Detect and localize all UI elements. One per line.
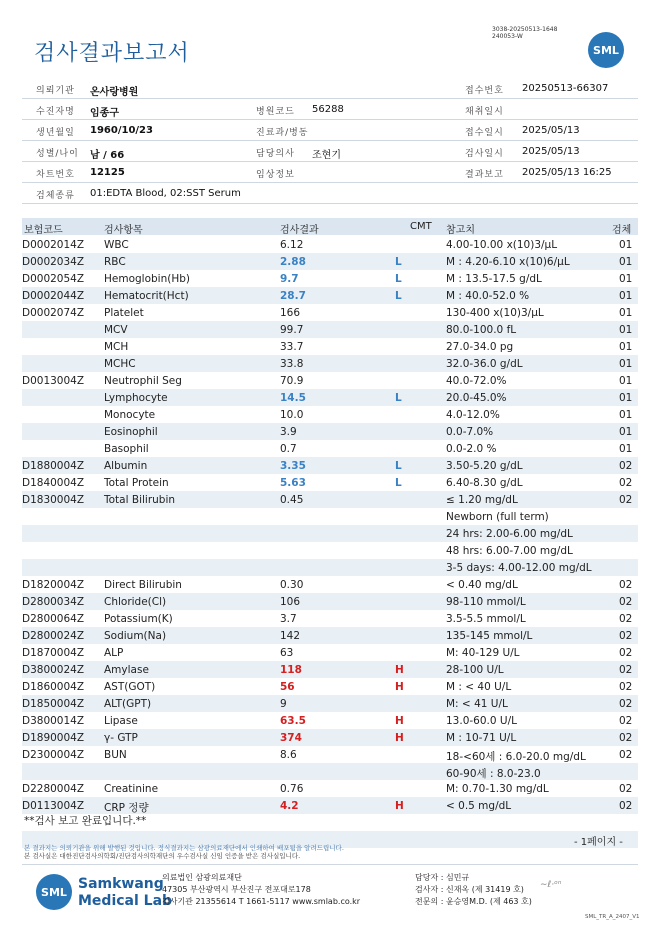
cell-code: D0113004Z xyxy=(22,800,85,812)
cell-result: 33.7 xyxy=(280,341,304,353)
cell-code: D1850004Z xyxy=(22,698,85,710)
cell-test-name: Hematocrit(Hct) xyxy=(104,290,189,302)
table-row xyxy=(22,474,638,491)
cell-reference: 18-<60세 : 6.0-20.0 mg/dL xyxy=(446,751,586,763)
table-row xyxy=(22,780,638,797)
doctor-label: 담당의사 xyxy=(256,149,295,159)
clinical-label: 임상정보 xyxy=(256,170,295,180)
cell-test-name: Amylase xyxy=(104,664,149,676)
table-row xyxy=(22,593,638,610)
cell-test-name: RBC xyxy=(104,256,126,268)
cell-code: D1830004Z xyxy=(22,494,85,506)
cell-result: 99.7 xyxy=(280,324,304,336)
cell-test-name: BUN xyxy=(104,749,127,761)
org-name: 의료법인 삼광의료재단 xyxy=(162,873,242,882)
cell-cmt: L xyxy=(395,477,402,489)
cell-test-name: CRP 정량 xyxy=(104,802,149,814)
hospital-label: 의뢰기관 xyxy=(36,86,75,96)
cell-reference: < 0.40 mg/dL xyxy=(446,579,518,591)
chart-label: 차트번호 xyxy=(36,170,75,180)
cell-specimen: 01 xyxy=(619,358,633,370)
report-date-value: 2025/05/13 16:25 xyxy=(522,167,612,178)
cell-test-name: ALT(GPT) xyxy=(104,698,152,710)
cell-result: 10.0 xyxy=(280,409,304,421)
cell-code: D0002074Z xyxy=(22,307,85,319)
cell-result: 33.8 xyxy=(280,358,304,370)
cell-code: D0013004Z xyxy=(22,375,85,387)
table-row xyxy=(22,321,638,338)
cell-specimen: 01 xyxy=(619,324,633,336)
cell-cmt: L xyxy=(395,392,402,404)
cell-result: 3.7 xyxy=(280,613,297,625)
report-date-label: 결과보고 xyxy=(465,170,504,180)
table-row xyxy=(22,610,638,627)
cell-test-name: Albumin xyxy=(104,460,148,472)
cell-specimen: 01 xyxy=(619,239,633,251)
cell-specimen: 02 xyxy=(619,494,633,506)
cell-result: 70.9 xyxy=(280,375,304,387)
cell-reference: M : < 40 U/L xyxy=(446,681,512,693)
cell-cmt: L xyxy=(395,290,402,302)
table-row xyxy=(22,236,638,253)
table-row xyxy=(22,559,638,576)
cell-test-name: Lymphocyte xyxy=(104,392,168,404)
cell-code: D1870004Z xyxy=(22,647,85,659)
table-row xyxy=(22,576,638,593)
cell-test-name: Direct Bilirubin xyxy=(104,579,182,591)
cell-cmt: L xyxy=(395,256,402,268)
hospital-value: 온사랑병원 xyxy=(90,87,139,98)
cell-test-name: Neutrophil Seg xyxy=(104,375,182,387)
table-row xyxy=(22,746,638,763)
cell-code: D3800014Z xyxy=(22,715,85,727)
cell-result: 0.30 xyxy=(280,579,304,591)
cell-test-name: Sodium(Na) xyxy=(104,630,167,642)
chart-value: 12125 xyxy=(90,167,125,178)
cell-result: 106 xyxy=(280,596,301,608)
table-row xyxy=(22,440,638,457)
cell-result: 5.63 xyxy=(280,477,306,489)
cell-code: D1880004Z xyxy=(22,460,85,472)
cell-test-name: Eosinophil xyxy=(104,426,158,438)
cell-reference: M : 4.20-6.10 x(10)6/µL xyxy=(446,256,570,268)
cell-specimen: 01 xyxy=(619,375,633,387)
cell-test-name: MCV xyxy=(104,324,128,336)
cell-specimen: 02 xyxy=(619,749,633,761)
table-row xyxy=(22,355,638,372)
cell-test-name: Hemoglobin(Hb) xyxy=(104,273,191,285)
results-table-body xyxy=(22,236,638,814)
sex-age-value: 남 / 66 xyxy=(90,150,125,161)
cell-code: D1860004Z xyxy=(22,681,85,693)
table-row xyxy=(22,270,638,287)
cell-reference: 48 hrs: 6.00-7.00 mg/dL xyxy=(446,545,573,557)
cell-specimen: 02 xyxy=(619,681,633,693)
table-row xyxy=(22,525,638,542)
brand-name-line2: Medical Lab xyxy=(78,893,173,909)
cell-reference: 3-5 days: 4.00-12.00 mg/dL xyxy=(446,562,592,574)
cell-test-name: MCHC xyxy=(104,358,136,370)
cell-result: 9 xyxy=(280,698,287,710)
cell-code: D3800024Z xyxy=(22,664,85,676)
col-result-header: 검사결과 xyxy=(280,225,319,236)
table-row xyxy=(22,644,638,661)
cell-specimen: 02 xyxy=(619,630,633,642)
cell-result: 8.6 xyxy=(280,749,297,761)
accreditation-note: 본 검사실은 대한진단검사의학회/진단검사의학재단의 우수검사실 신임 인증을 받은 검사실입니다. xyxy=(24,852,301,860)
cell-code: D1840004Z xyxy=(22,477,85,489)
cell-result: 0.76 xyxy=(280,783,304,795)
cell-code: D0002034Z xyxy=(22,256,85,268)
cell-specimen: 02 xyxy=(619,579,633,591)
receipt-date-label: 접수일시 xyxy=(465,128,504,138)
cell-result: 142 xyxy=(280,630,301,642)
cell-reference: 130-400 x(10)3/µL xyxy=(446,307,544,319)
cell-test-name: WBC xyxy=(104,239,129,251)
cell-specimen: 01 xyxy=(619,341,633,353)
col-spec-header: 검체 xyxy=(612,225,632,236)
table-row xyxy=(22,304,638,321)
receipt-no-label: 접수번호 xyxy=(465,86,504,96)
cell-reference: 98-110 mmol/L xyxy=(446,596,526,608)
cell-specimen: 01 xyxy=(619,443,633,455)
cell-reference: 20.0-45.0% xyxy=(446,392,507,404)
results-table-header xyxy=(22,218,638,235)
cell-specimen: 02 xyxy=(619,664,633,676)
cell-reference: 24 hrs: 2.00-6.00 mg/dL xyxy=(446,528,573,540)
cell-reference: M: 0.70-1.30 mg/dL xyxy=(446,783,549,795)
cell-reference: 13.0-60.0 U/L xyxy=(446,715,517,727)
cell-cmt: L xyxy=(395,273,402,285)
doctor-value: 조현기 xyxy=(312,150,341,161)
cell-code: D0002044Z xyxy=(22,290,85,302)
col-ref-header: 참고치 xyxy=(446,225,475,236)
cell-result: 4.2 xyxy=(280,800,299,812)
table-row xyxy=(22,372,638,389)
header-row-6 xyxy=(22,183,638,204)
test-date-value: 2025/05/13 xyxy=(522,146,580,157)
cell-result: 3.35 xyxy=(280,460,306,472)
specimen-value: 01:EDTA Blood, 02:SST Serum xyxy=(90,188,241,199)
signature: ∼ℓ·ᵒⁿ xyxy=(540,880,562,890)
cell-reference: 60-90세 : 8.0-23.0 xyxy=(446,768,541,780)
header-row-5 xyxy=(22,162,638,183)
cell-result: 63 xyxy=(280,647,294,659)
cell-result: 118 xyxy=(280,664,302,676)
cell-code: D2300004Z xyxy=(22,749,85,761)
table-row xyxy=(22,457,638,474)
page-title: 검사결과보고서 xyxy=(34,41,190,66)
cell-test-name: MCH xyxy=(104,341,129,353)
cell-reference: 28-100 U/L xyxy=(446,664,504,676)
cell-test-name: ALP xyxy=(104,647,124,659)
cell-code: D2280004Z xyxy=(22,783,85,795)
cell-result: 0.7 xyxy=(280,443,297,455)
cell-reference: Newborn (full term) xyxy=(446,511,549,523)
disclaimer-note: 본 결과지는 의뢰기관을 위해 발행된 것입니다. 정식결과지는 삼광의료재단에서 인쇄하여 배포됨을 알려드립니다. xyxy=(24,844,344,852)
cell-reference: ≤ 1.20 mg/dL xyxy=(446,494,518,506)
cell-reference: 27.0-34.0 pg xyxy=(446,341,514,353)
cell-reference: 0.0-2.0 % xyxy=(446,443,497,455)
cell-result: 374 xyxy=(280,732,302,744)
cell-specimen: 01 xyxy=(619,392,633,404)
cell-reference: M : 10-71 U/L xyxy=(446,732,517,744)
table-row xyxy=(22,423,638,440)
table-row xyxy=(22,661,638,678)
cell-cmt: H xyxy=(395,664,404,676)
staff-tester: 검사자 : 신재옥 (제 31419 호) xyxy=(415,885,524,894)
cell-code: D1890004Z xyxy=(22,732,85,744)
staff-manager: 담당자 : 심민규 xyxy=(415,873,470,882)
table-row xyxy=(22,695,638,712)
dob-label: 생년월일 xyxy=(36,128,75,138)
cell-reference: 32.0-36.0 g/dL xyxy=(446,358,523,370)
org-address: 47305 부산광역시 부산진구 전포대로178 xyxy=(162,885,311,894)
collect-date-label: 채취일시 xyxy=(465,107,504,117)
cell-reference: M : 13.5-17.5 g/dL xyxy=(446,273,542,285)
cell-reference: M: 40-129 U/L xyxy=(446,647,520,659)
cell-code: D2800064Z xyxy=(22,613,85,625)
cell-code: D2800034Z xyxy=(22,596,85,608)
cell-reference: 4.00-10.00 x(10)3/µL xyxy=(446,239,558,251)
cell-result: 56 xyxy=(280,681,295,693)
table-row xyxy=(22,389,638,406)
cell-code: D2800024Z xyxy=(22,630,85,642)
cell-cmt: L xyxy=(395,460,402,472)
cell-test-name: Total Protein xyxy=(104,477,169,489)
org-contact: 검사기관 21355614 T 1661-5117 www.smlab.co.kr xyxy=(162,897,361,906)
table-row xyxy=(22,763,638,780)
form-id: SML_TR_A_2407_V1 xyxy=(585,914,640,920)
cell-cmt: H xyxy=(395,715,404,727)
header-row-2 xyxy=(22,99,638,120)
patient-label: 수진자명 xyxy=(36,107,75,117)
cell-result: 63.5 xyxy=(280,715,306,727)
specimen-label: 검체종류 xyxy=(36,191,75,201)
cell-reference: < 0.5 mg/dL xyxy=(446,800,512,812)
table-row xyxy=(22,627,638,644)
footer-divider xyxy=(22,864,638,865)
cell-reference: M: < 41 U/L xyxy=(446,698,508,710)
cell-specimen: 02 xyxy=(619,800,633,812)
cell-result: 9.7 xyxy=(280,273,299,285)
cell-result: 2.88 xyxy=(280,256,306,268)
cell-test-name: Chloride(Cl) xyxy=(104,596,167,608)
cell-specimen: 02 xyxy=(619,613,633,625)
cell-test-name: Total Bilirubin xyxy=(104,494,176,506)
cell-reference: 80.0-100.0 fL xyxy=(446,324,517,336)
receipt-date-value: 2025/05/13 xyxy=(522,125,580,136)
cell-reference: 3.50-5.20 g/dL xyxy=(446,460,523,472)
patient-value: 임종구 xyxy=(90,108,119,119)
header-row-3 xyxy=(22,120,638,141)
col-name-header: 검사항목 xyxy=(104,225,143,236)
header-row-4 xyxy=(22,141,638,162)
cell-test-name: Lipase xyxy=(104,715,138,727)
cell-cmt: H xyxy=(395,732,404,744)
cell-reference: 3.5-5.5 mmol/L xyxy=(446,613,526,625)
cell-test-name: Platelet xyxy=(104,307,144,319)
cell-test-name: Potassium(K) xyxy=(104,613,173,625)
cell-result: 28.7 xyxy=(280,290,306,302)
table-row xyxy=(22,406,638,423)
cell-specimen: 01 xyxy=(619,307,633,319)
brand-name-line1: Samkwang xyxy=(78,876,164,892)
cell-test-name: γ- GTP xyxy=(104,732,138,744)
cell-test-name: Basophil xyxy=(104,443,149,455)
cell-reference: 4.0-12.0% xyxy=(446,409,500,421)
cell-specimen: 02 xyxy=(619,596,633,608)
table-row xyxy=(22,542,638,559)
cell-specimen: 02 xyxy=(619,647,633,659)
cell-test-name: Creatinine xyxy=(104,783,159,795)
cell-specimen: 01 xyxy=(619,273,633,285)
table-row xyxy=(22,678,638,695)
dept-label: 진료과/병동 xyxy=(256,128,309,138)
cell-specimen: 01 xyxy=(619,409,633,421)
cell-code: D1820004Z xyxy=(22,579,85,591)
hosp-code-value: 56288 xyxy=(312,104,344,115)
cell-result: 3.9 xyxy=(280,426,297,438)
cell-reference: 0.0-7.0% xyxy=(446,426,494,438)
table-row xyxy=(22,712,638,729)
receipt-no-value: 20250513-66307 xyxy=(522,83,609,94)
staff-specialist: 전문의 : 윤승영M.D. (제 463 호) xyxy=(415,897,532,906)
col-code-header: 보험코드 xyxy=(24,225,63,236)
table-row xyxy=(22,287,638,304)
cell-code: D0002054Z xyxy=(22,273,85,285)
sml-logo-footer: SML xyxy=(36,874,72,910)
cell-result: 6.12 xyxy=(280,239,304,251)
cell-test-name: AST(GOT) xyxy=(104,681,156,693)
cell-cmt: H xyxy=(395,681,404,693)
table-row xyxy=(22,508,638,525)
sml-logo: SML xyxy=(588,32,624,68)
report-complete-note: **검사 보고 완료입니다.** xyxy=(24,815,147,827)
cell-specimen: 01 xyxy=(619,256,633,268)
cell-reference: 135-145 mmol/L xyxy=(446,630,533,642)
cell-code: D0002014Z xyxy=(22,239,85,251)
table-row xyxy=(22,729,638,746)
table-row xyxy=(22,338,638,355)
cell-specimen: 02 xyxy=(619,715,633,727)
test-date-label: 검사일시 xyxy=(465,149,504,159)
dob-value: 1960/10/23 xyxy=(90,125,153,136)
table-row xyxy=(22,253,638,270)
cell-result: 0.45 xyxy=(280,494,304,506)
cell-specimen: 02 xyxy=(619,732,633,744)
col-cmt-header: CMT xyxy=(410,221,432,232)
sex-age-label: 성별/나이 xyxy=(36,149,79,159)
cell-specimen: 01 xyxy=(619,426,633,438)
table-row xyxy=(22,491,638,508)
document-id: 3038-20250513-1648 240053-W xyxy=(492,26,558,40)
table-row xyxy=(22,797,638,814)
hosp-code-label: 병원코드 xyxy=(256,107,295,117)
cell-specimen: 02 xyxy=(619,460,633,472)
cell-specimen: 02 xyxy=(619,477,633,489)
cell-reference: 40.0-72.0% xyxy=(446,375,507,387)
cell-reference: M : 40.0-52.0 % xyxy=(446,290,530,302)
cell-result: 166 xyxy=(280,307,301,319)
page-number: - 1페이지 - xyxy=(574,837,623,848)
cell-test-name: Monocyte xyxy=(104,409,156,421)
cell-reference: 6.40-8.30 g/dL xyxy=(446,477,523,489)
header-row-1 xyxy=(22,78,638,99)
cell-specimen: 02 xyxy=(619,783,633,795)
cell-cmt: H xyxy=(395,800,404,812)
cell-specimen: 02 xyxy=(619,698,633,710)
cell-result: 14.5 xyxy=(280,392,306,404)
cell-specimen: 01 xyxy=(619,290,633,302)
